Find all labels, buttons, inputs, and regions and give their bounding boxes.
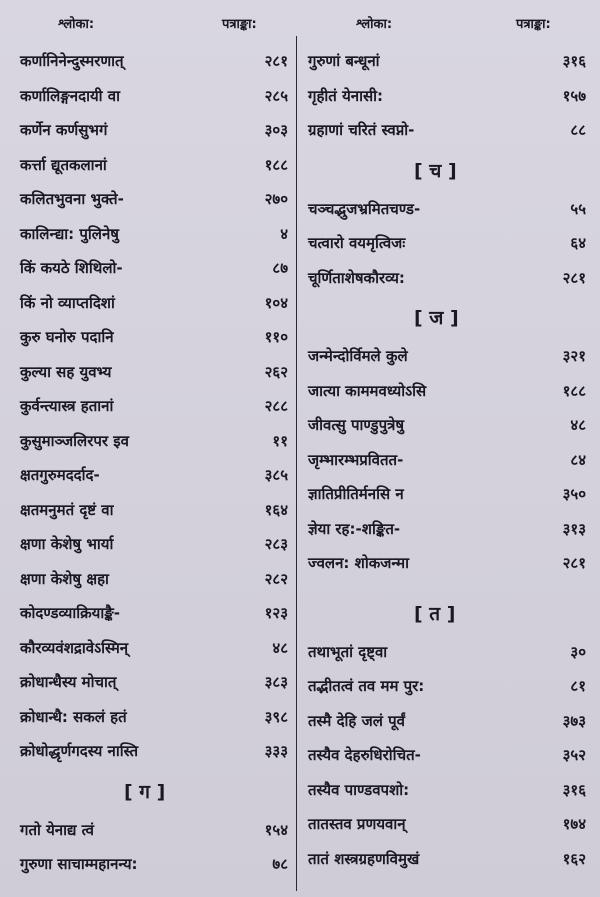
entry-verse: क्रोधोद्धृर्णगदस्य नास्ति xyxy=(20,742,138,760)
entry-page-number: १५४ xyxy=(264,820,288,839)
index-entry xyxy=(308,704,586,739)
entry-page-number: १०४ xyxy=(264,293,288,312)
index-entry xyxy=(20,596,288,631)
entry-page-number: १२३ xyxy=(264,604,288,622)
entry-verse: तस्मै देहि जलं पूर्वं xyxy=(308,711,405,730)
index-entry xyxy=(308,261,586,296)
left-entries-ga xyxy=(20,813,288,882)
index-entry xyxy=(20,286,288,321)
entry-page-number: ८४ xyxy=(570,450,586,469)
index-entry xyxy=(308,842,586,877)
entry-verse: क्षणा केशेषु क्षहा xyxy=(20,569,109,588)
column-divider xyxy=(296,36,297,891)
index-entry xyxy=(20,424,288,459)
entry-page-number: १७४ xyxy=(562,815,586,833)
index-entry xyxy=(308,807,586,842)
entry-verse: जीवत्सु पाण्डुपुत्रेषु xyxy=(308,416,405,434)
entry-verse: कर्णालिङ्गनदायी वा xyxy=(20,86,121,105)
index-entry xyxy=(20,79,288,114)
entry-page-number: २८३ xyxy=(264,535,288,553)
entry-page-number: ३५२ xyxy=(562,746,586,764)
entry-verse: चत्वारो वयमृत्विजः xyxy=(308,234,406,252)
section-heading-ta: [ त ] xyxy=(414,602,456,625)
entry-page-number: ३२१ xyxy=(562,347,586,365)
right-term-header: श्लोका: xyxy=(356,17,393,32)
entry-verse: कर्त्ता द्यूतकलानां xyxy=(20,155,107,174)
entry-verse: तस्यैव पाण्डवपशो: xyxy=(308,780,410,799)
left-entries xyxy=(20,44,288,769)
index-entry xyxy=(308,113,586,148)
entry-verse: ज्ञेया रह:-शङ्कित- xyxy=(308,519,401,538)
entry-verse: ज्ञातिप्रीतिर्मनसि न xyxy=(308,485,404,503)
right-column xyxy=(308,44,586,876)
entry-verse: क्षणा केशेषु भार्या xyxy=(20,535,114,553)
index-entry xyxy=(308,738,586,773)
entry-verse: कर्णेन कर्णसुभगं xyxy=(20,121,108,139)
index-entry xyxy=(20,217,288,252)
entry-verse: चूर्णिताशेषकौरव्य: xyxy=(308,268,405,287)
entry-page-number: २८१ xyxy=(264,52,288,70)
index-entry xyxy=(20,113,288,148)
entry-verse: कर्णानिनेन्दुस्मरणात् xyxy=(20,52,124,70)
entry-page-number: ८८ xyxy=(570,121,586,139)
entry-verse: तस्यैव देहरुधिरोचित- xyxy=(308,746,421,764)
entry-verse: कालिन्द्या: पुलिनेषु xyxy=(20,224,119,243)
index-entry xyxy=(308,477,586,512)
entry-page-number: १६४ xyxy=(264,500,288,519)
entry-page-number: २८२ xyxy=(264,569,288,588)
index-entry xyxy=(20,493,288,528)
entry-verse: क्षतमनुमतं दृष्टं वा xyxy=(20,500,114,519)
entry-verse: गुरुणां बन्धूनां xyxy=(308,52,380,70)
entry-verse: ज्वलन: शोकजन्मा xyxy=(308,554,409,572)
index-entry xyxy=(308,512,586,547)
index-entry xyxy=(308,443,586,478)
right-entries-ta xyxy=(308,635,586,877)
entry-verse: कुसुमाञ्जलिरपर इव xyxy=(20,431,129,450)
index-entry xyxy=(20,182,288,217)
section-heading-ja: [ ज ] xyxy=(414,307,459,329)
index-entry xyxy=(308,546,586,581)
entry-verse: कुल्या सह युवभ्य xyxy=(20,362,112,381)
entry-verse: तातं शस्त्रग्रहणविमुखं xyxy=(308,849,420,868)
entry-verse: जृम्भारम्भप्रवितत- xyxy=(308,450,404,469)
index-entry xyxy=(308,79,586,114)
entry-verse: जन्मेन्दोर्विमले कुले xyxy=(308,347,408,365)
entry-verse: गतो येनाद्य त्वं xyxy=(20,820,94,839)
right-entries-cha xyxy=(308,192,586,296)
index-entry xyxy=(20,700,288,735)
entry-verse: कोदण्डव्याक्रियाङ्कै- xyxy=(20,604,120,622)
index-entry xyxy=(20,251,288,286)
entry-page-number: ३१३ xyxy=(562,519,586,538)
entry-page-number: २८५ xyxy=(264,86,288,105)
entry-verse: कुर्वन्त्यास्त्र हतानां xyxy=(20,397,114,415)
index-entry xyxy=(308,44,586,79)
entry-verse: जात्या काममवध्योऽसि xyxy=(308,381,427,400)
entry-page-number: ३८५ xyxy=(264,466,288,484)
index-entry xyxy=(20,631,288,666)
entry-verse: क्षतगुरुमदर्दाद- xyxy=(20,466,100,484)
index-entry xyxy=(308,773,586,808)
entry-page-number: ७८ xyxy=(272,855,288,873)
index-entry xyxy=(20,148,288,183)
index-entry xyxy=(20,44,288,79)
entry-page-number: ४ xyxy=(280,224,288,243)
entry-page-number: ३१६ xyxy=(562,780,586,799)
entry-verse: किं नो व्याप्तदिशां xyxy=(20,293,115,312)
index-entry xyxy=(308,226,586,261)
entry-page-number: ५५ xyxy=(570,199,586,218)
entry-page-number: ८१ xyxy=(570,677,586,695)
entry-page-number: २७० xyxy=(264,190,288,208)
entry-page-number: ३५० xyxy=(562,485,586,503)
entry-page-number: २८१ xyxy=(562,554,586,572)
entry-verse: गृहीतं येनासी: xyxy=(308,86,384,105)
index-entry xyxy=(308,339,586,374)
entry-verse: क्रोधान्धै: सकलं हतं xyxy=(20,707,127,726)
entry-page-number: ११० xyxy=(264,328,288,346)
entry-verse: कुरु घनोरु पदानि xyxy=(20,328,114,346)
entry-page-number: २८१ xyxy=(562,268,586,287)
right-entries-ga xyxy=(308,44,586,148)
entry-page-number: ३७३ xyxy=(562,711,586,730)
entry-verse: तातस्तव प्रणयवान् xyxy=(308,815,406,833)
entry-verse: किं कयठे शिथिलो- xyxy=(20,259,123,277)
left-page-header: पत्राङ्का: xyxy=(222,17,257,32)
right-page-header: पत्राङ्का: xyxy=(516,17,551,32)
entry-page-number: १६२ xyxy=(562,849,586,868)
entry-page-number: ३१६ xyxy=(562,52,586,70)
index-entry xyxy=(20,355,288,390)
left-term-header: श्लोका: xyxy=(58,17,95,32)
entry-page-number: १८८ xyxy=(264,155,288,174)
entry-page-number: ४८ xyxy=(272,638,288,657)
index-entry xyxy=(20,389,288,424)
right-entries-ja xyxy=(308,339,586,581)
index-entry xyxy=(20,813,288,848)
section-heading-cha: [ च ] xyxy=(414,159,457,182)
entry-page-number: ३३३ xyxy=(264,742,288,760)
column-headers xyxy=(0,10,600,36)
entry-verse: क्रोधान्धेैस्य मोचात् xyxy=(20,673,117,691)
index-entry xyxy=(20,734,288,769)
index-entry xyxy=(308,669,586,704)
entry-page-number: १५७ xyxy=(562,86,586,105)
index-entry xyxy=(20,665,288,700)
entry-verse: कौरव्यवंशद्रावेऽस्मिन् xyxy=(20,638,129,657)
index-entry xyxy=(308,192,586,227)
entry-page-number: २६२ xyxy=(264,362,288,381)
entry-page-number: २८८ xyxy=(264,397,288,415)
entry-page-number: ४८ xyxy=(570,416,586,434)
index-entry xyxy=(308,635,586,670)
index-entry xyxy=(20,320,288,355)
entry-page-number: ६४ xyxy=(570,234,586,252)
entry-verse: तथाभूतां दृष्ट्वा xyxy=(308,642,388,661)
entry-verse: कलितभुवना भुक्ते- xyxy=(20,190,124,208)
index-entry xyxy=(20,458,288,493)
entry-page-number: ८७ xyxy=(272,259,288,277)
entry-page-number: ३०३ xyxy=(264,121,288,139)
entry-verse: तद्भीतत्वं तव मम पुर: xyxy=(308,677,425,695)
left-column xyxy=(20,44,288,882)
index-entry xyxy=(20,562,288,597)
entry-page-number: ३८३ xyxy=(264,673,288,691)
entry-verse: ग्रहाणां चरितं स्वप्नो- xyxy=(308,121,415,139)
index-entry xyxy=(308,408,586,443)
entry-page-number: ११ xyxy=(272,431,288,450)
index-entry xyxy=(308,374,586,409)
index-entry xyxy=(20,527,288,562)
entry-verse: गुरुणा साचाम्महानन्य: xyxy=(20,855,138,873)
entry-page-number: ३९८ xyxy=(264,707,288,726)
section-heading-ga: [ ग ] xyxy=(124,780,166,803)
entry-page-number: ३० xyxy=(570,642,586,661)
entry-verse: चञ्चद्भुजभ्रमितचण्ड- xyxy=(308,199,421,218)
index-entry xyxy=(20,847,288,882)
entry-page-number: १८८ xyxy=(562,381,586,400)
